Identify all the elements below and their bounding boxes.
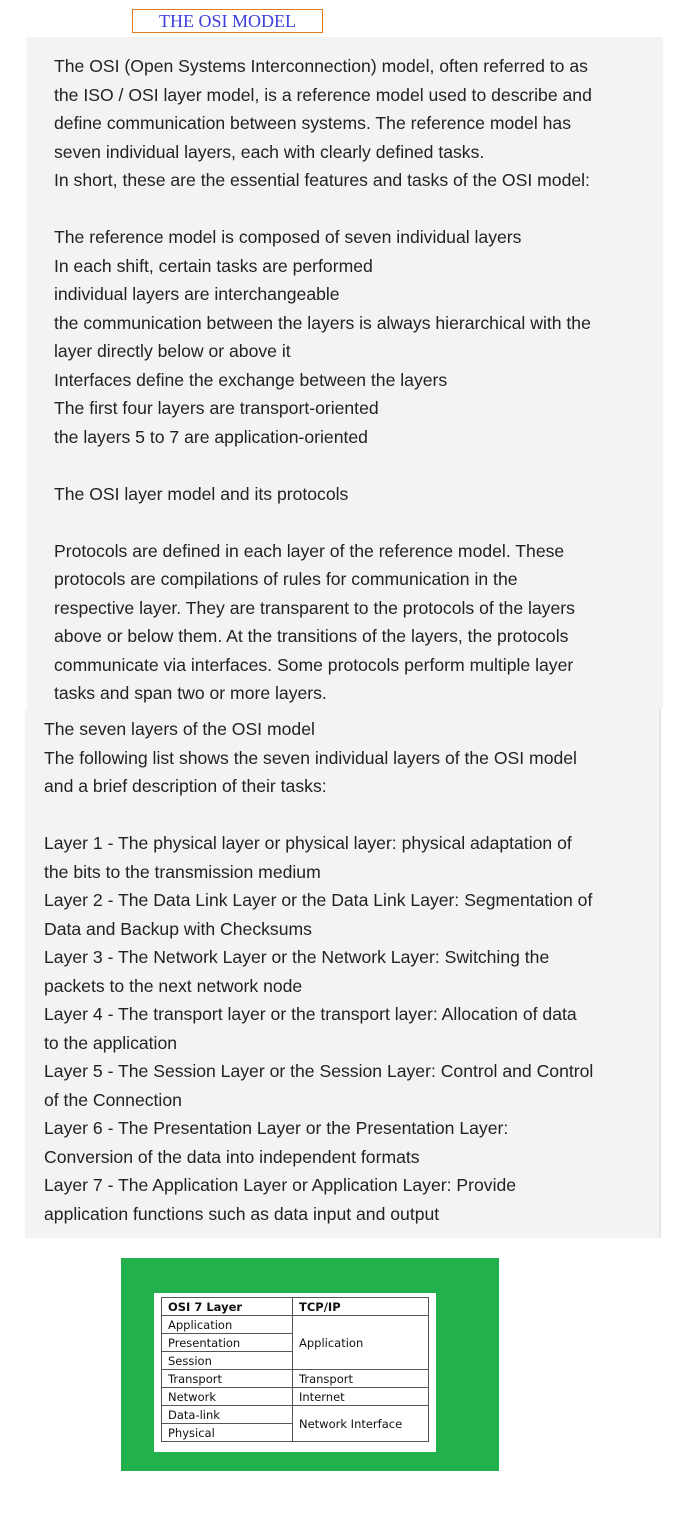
section1-line: The reference model is composed of seven individual layers xyxy=(54,227,522,247)
section2-line: Layer 3 - The Network Layer or the Network Layer: Switching the xyxy=(44,947,550,967)
section1-line xyxy=(54,451,634,480)
section1-line xyxy=(54,508,634,537)
table-header-row xyxy=(162,1298,429,1316)
section1-line: In short, these are the essential features and tasks of the OSI model: xyxy=(54,170,590,190)
section2-line: the bits to the transmission medium xyxy=(44,861,321,882)
section1-line: define communication between systems. The reference model has xyxy=(54,113,572,133)
section1-line: The first four layers are transport-oriented xyxy=(54,398,379,418)
section1-line: tasks and span two or more layers. xyxy=(54,683,327,703)
section2-line: Conversion of the data into independent formats xyxy=(44,1146,420,1167)
section1-line: layer directly below or above it xyxy=(54,341,291,361)
section1-line: the layers 5 to 7 are application-oriented xyxy=(54,426,368,447)
section2-line: The seven layers of the OSI model xyxy=(44,719,315,739)
section1-line: In each shift, certain tasks are performed xyxy=(54,255,373,276)
section2-line: of the Connection xyxy=(44,1089,182,1110)
section2-line: Layer 1 - The physical layer or physical layer: physical adaptation of xyxy=(44,833,572,853)
section2-line: application functions such as data input and output xyxy=(44,1203,440,1224)
section2-line xyxy=(44,801,624,830)
section2-line: Layer 6 - The Presentation Layer or the Presentation Layer: xyxy=(44,1118,509,1138)
osi-layer-transport: Transport xyxy=(162,1370,293,1388)
table-row xyxy=(162,1370,429,1388)
table-row xyxy=(162,1406,429,1424)
section1-line: Interfaces define the exchange between the layers xyxy=(54,369,448,390)
section1-line: The OSI layer model and its protocols xyxy=(54,483,349,504)
osi-layer-network: Network xyxy=(162,1388,293,1406)
page-title: THE OSI MODEL xyxy=(132,9,323,33)
tcpip-layer-transport: Transport xyxy=(293,1370,429,1388)
section1-line: protocols are compilations of rules for communication in the xyxy=(54,569,518,589)
section1-line: respective layer. They are transparent to the protocols of the layers xyxy=(54,597,575,618)
section2-line: packets to the next network node xyxy=(44,975,303,996)
section1-line: the ISO / OSI layer model, is a reference model used to describe and xyxy=(54,84,592,105)
osi-layer-application: Application xyxy=(162,1316,293,1334)
header-osi: OSI 7 Layer xyxy=(162,1298,293,1316)
osi-layer-data-link: Data-link xyxy=(162,1406,293,1424)
section2-line: Layer 5 - The Session Layer or the Session Layer: Control and Control xyxy=(44,1061,594,1081)
osi-tcpip-figure xyxy=(154,1293,436,1452)
table-row xyxy=(162,1388,429,1406)
table-row xyxy=(162,1316,429,1334)
section2-line: Layer 7 - The Application Layer or Application Layer: Provide xyxy=(44,1175,517,1195)
section1-line: Protocols are defined in each layer of the reference model. These xyxy=(54,540,565,561)
tcpip-layer-network-interface: Network Interface xyxy=(293,1406,429,1442)
section2-line: Data and Backup with Checksums xyxy=(44,918,312,939)
section1-line: seven individual layers, each with clearly defined tasks. xyxy=(54,141,485,162)
tcpip-layer-application: Application xyxy=(293,1316,429,1370)
tcpip-layer-internet: Internet xyxy=(293,1388,429,1406)
layers-text xyxy=(44,715,624,1228)
section2-line: The following list shows the seven individual layers of the OSI model xyxy=(44,747,577,768)
section1-line: The OSI (Open Systems Interconnection) model, often referred to as xyxy=(54,56,588,76)
section2-line: Layer 4 - The transport layer or the transport layer: Allocation of data xyxy=(44,1004,577,1024)
section1-line: individual layers are interchangeable xyxy=(54,284,340,304)
section2-line: to the application xyxy=(44,1032,178,1053)
section1-line: communicate via interfaces. Some protocols perform multiple layer xyxy=(54,654,574,675)
section1-line: the communication between the layers is always hierarchical with the xyxy=(54,312,591,333)
osi-layer-presentation: Presentation xyxy=(162,1334,293,1352)
osi-layer-session: Session xyxy=(162,1352,293,1370)
osi-tcpip-table xyxy=(161,1297,429,1442)
section2-line: and a brief description of their tasks: xyxy=(44,776,327,796)
header-tcpip: TCP/IP xyxy=(293,1298,429,1316)
intro-text xyxy=(54,52,634,708)
section1-line xyxy=(54,195,634,224)
section2-line: Layer 2 - The Data Link Layer or the Data Link Layer: Segmentation of xyxy=(44,890,593,910)
section1-line: above or below them. At the transitions of the layers, the protocols xyxy=(54,626,569,646)
osi-layer-physical: Physical xyxy=(162,1424,293,1442)
